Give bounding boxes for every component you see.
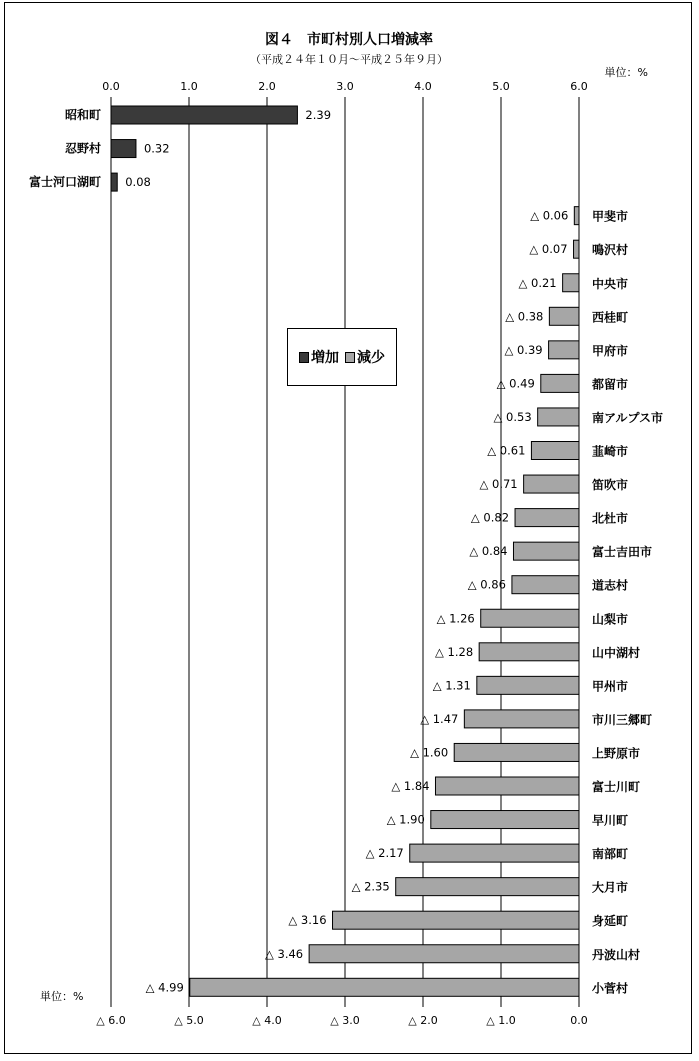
legend-swatch-increase [299, 352, 309, 363]
top-tick-label: 5.0 [492, 80, 510, 93]
data-label: △ 1.60 [410, 745, 449, 760]
category-label: 丹波山村 [592, 947, 641, 962]
data-label: △ 0.49 [496, 376, 535, 391]
data-label: △ 3.16 [288, 913, 327, 928]
category-label: 南アルプス市 [592, 410, 664, 425]
bar-decrease [410, 844, 579, 862]
bottom-tick-label: 0.0 [570, 1014, 588, 1027]
bar-decrease [512, 576, 579, 594]
bar-decrease [477, 676, 579, 694]
top-tick-label: 6.0 [570, 80, 588, 93]
bar-decrease [431, 811, 579, 829]
chart-title: 図４ 市町村別人口増減率 [265, 32, 433, 48]
data-label: △ 0.07 [529, 242, 568, 257]
data-label: △ 0.71 [479, 477, 518, 492]
category-label: 道志村 [592, 578, 629, 593]
bottom-tick-label: △ 4.0 [252, 1014, 282, 1027]
bar-decrease [549, 341, 579, 359]
data-label: △ 2.17 [365, 846, 404, 861]
bar-decrease [454, 743, 579, 761]
bar-decrease [531, 442, 579, 460]
category-label: 大月市 [592, 880, 629, 895]
category-label: 小菅村 [592, 981, 629, 996]
data-label: △ 0.86 [467, 577, 506, 592]
data-label: △ 1.26 [436, 611, 475, 626]
bottom-tick-label: △ 5.0 [174, 1014, 204, 1027]
category-label: 上野原市 [592, 746, 641, 761]
data-label: △ 0.21 [518, 275, 557, 290]
bar-decrease [524, 475, 579, 493]
unit-label-top: 単位：% [604, 66, 648, 79]
bottom-tick-label: △ 3.0 [330, 1014, 360, 1027]
data-label: △ 0.53 [493, 409, 532, 424]
legend [287, 328, 397, 386]
category-label: 甲州市 [592, 679, 629, 694]
bar-decrease [549, 307, 579, 325]
bar-decrease [396, 878, 579, 896]
bottom-tick-label: △ 6.0 [96, 1014, 126, 1027]
bar-increase [111, 140, 136, 158]
bar-increase [111, 106, 297, 124]
bar-decrease [538, 408, 579, 426]
data-label: △ 0.61 [487, 443, 526, 458]
bottom-tick-label: △ 1.0 [486, 1014, 516, 1027]
category-label: 富士河口湖町 [28, 175, 101, 190]
category-label: 山中湖村 [592, 645, 641, 660]
category-label: 山梨市 [592, 612, 629, 627]
category-label: 南部町 [592, 847, 629, 862]
data-label: △ 1.31 [432, 678, 471, 693]
legend-swatch-decrease [345, 352, 355, 363]
category-label: 都留市 [592, 377, 629, 392]
top-tick-label: 0.0 [102, 80, 120, 93]
category-label: 西桂町 [592, 310, 629, 325]
data-label: 2.39 [305, 108, 332, 122]
category-label: 甲斐市 [592, 209, 629, 224]
top-tick-label: 2.0 [258, 80, 276, 93]
bar-decrease [574, 207, 579, 225]
legend-item-increase [299, 347, 339, 367]
category-label: 北杜市 [592, 511, 629, 526]
data-label: △ 0.06 [530, 208, 569, 223]
bar-decrease [435, 777, 579, 795]
unit-label-bottom: 単位：% [40, 990, 84, 1003]
bar-decrease [515, 509, 579, 527]
category-label: 富士吉田市 [592, 545, 653, 560]
data-label: △ 1.90 [386, 812, 425, 827]
data-label: 0.08 [125, 175, 151, 190]
data-label: △ 0.84 [469, 544, 508, 559]
legend-label-increase: 増加 [311, 350, 339, 366]
bottom-tick-label: △ 2.0 [408, 1014, 438, 1027]
data-label: △ 1.84 [391, 779, 430, 793]
category-label: 富士川町 [592, 780, 641, 794]
bar-decrease [190, 978, 579, 996]
top-tick-label: 1.0 [180, 80, 198, 93]
category-label: 忍野村 [64, 141, 101, 156]
category-label: 中央市 [592, 276, 629, 291]
bar-decrease [574, 240, 579, 258]
category-label: 甲府市 [592, 343, 629, 358]
chart-subtitle: （平成２４年１０月～平成２５年９月） [250, 53, 448, 66]
top-tick-label: 4.0 [414, 80, 432, 93]
category-label: 早川町 [592, 813, 629, 828]
category-label: 昭和町 [64, 108, 101, 122]
category-label: 市川三郷町 [592, 712, 653, 727]
data-label: △ 0.39 [504, 342, 543, 357]
data-label: △ 2.35 [351, 879, 390, 894]
data-label: △ 4.99 [145, 980, 184, 995]
data-label: △ 0.38 [505, 309, 544, 324]
category-label: 韮崎市 [592, 444, 629, 459]
bar-decrease [479, 643, 579, 661]
data-label: △ 1.47 [420, 711, 459, 726]
bar-decrease [541, 374, 579, 392]
data-label: △ 3.46 [265, 946, 304, 961]
bar-decrease [513, 542, 579, 560]
bar-decrease [481, 609, 579, 627]
category-label: 笛吹市 [592, 478, 629, 493]
gridlines [111, 97, 579, 1007]
bar-decrease [333, 911, 579, 929]
bar-increase [111, 173, 117, 191]
data-label: △ 0.82 [470, 510, 510, 525]
legend-label-decrease: 減少 [357, 350, 385, 366]
bar-decrease [309, 945, 579, 963]
data-label: 0.32 [143, 141, 170, 156]
category-label: 身延町 [592, 914, 629, 929]
data-label: △ 1.28 [435, 644, 474, 659]
bar-decrease [464, 710, 579, 728]
bar-decrease [563, 274, 579, 292]
category-label: 鳴沢村 [592, 243, 629, 258]
top-tick-label: 3.0 [336, 80, 354, 93]
legend-item-decrease [345, 347, 385, 367]
